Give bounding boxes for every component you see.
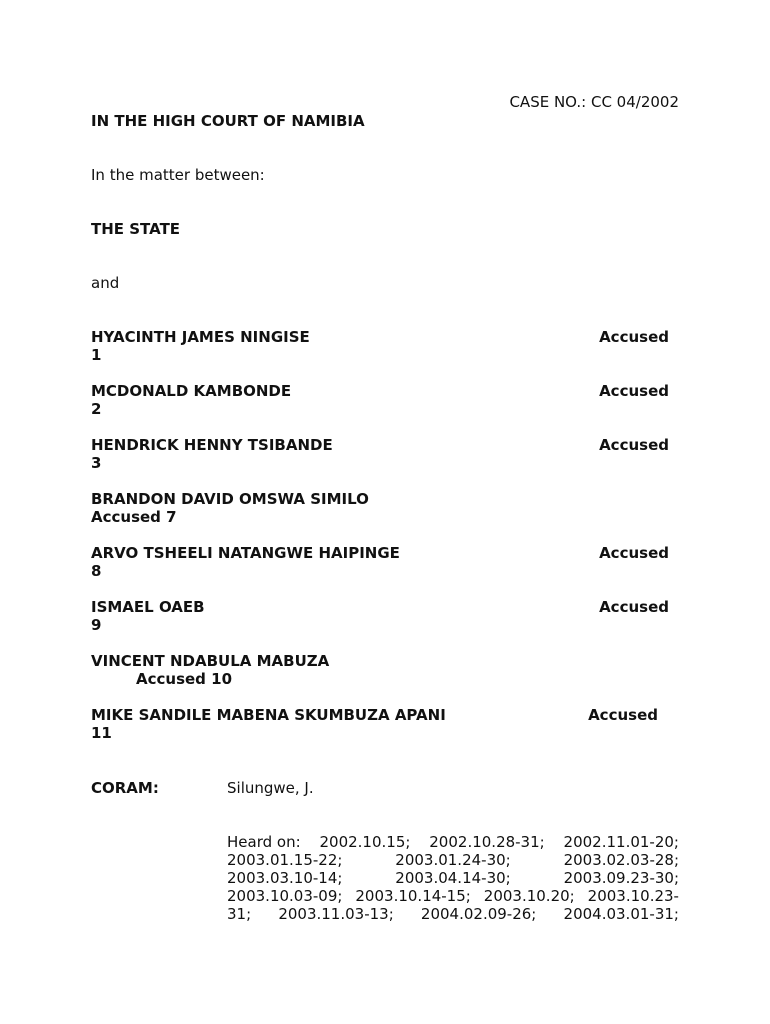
accused-number: 2: [91, 400, 102, 418]
accused-label: Accused: [599, 598, 669, 616]
accused-label: Accused: [588, 706, 658, 724]
accused-number: 1: [91, 346, 102, 364]
heard-item: 2004.02.09-26;: [420, 905, 537, 923]
heard-item: 2004.03.01-31;: [563, 905, 679, 923]
accused-name: HENDRICK HENNY TSIBANDE: [91, 436, 333, 454]
coram-judge: Silungwe, J.: [227, 779, 314, 797]
accused-entry-9: [91, 598, 669, 634]
accused-name: MIKE SANDILE MABENA SKUMBUZA APANI: [91, 706, 446, 724]
accused-number: Accused 7: [91, 508, 177, 526]
heard-item: 2003.03.10-14;: [227, 869, 343, 887]
accused-name: HYACINTH JAMES NINGISE: [91, 328, 310, 346]
accused-entry-3: [91, 436, 669, 472]
court-title: IN THE HIGH COURT OF NAMIBIA: [91, 112, 365, 130]
heard-line-5: [227, 905, 679, 923]
heard-line-3: [227, 869, 679, 887]
heard-item: 2002.11.01-20;: [563, 833, 679, 851]
accused-entry-2: [91, 382, 669, 418]
heard-item: 2003.02.03-28;: [563, 851, 679, 869]
heard-line-2: [227, 851, 679, 869]
heard-item: 2003.01.24-30;: [395, 851, 511, 869]
accused-name: ISMAEL OAEB: [91, 598, 205, 616]
heard-item: 31;: [227, 905, 252, 923]
heard-item: 2003.04.14-30;: [395, 869, 511, 887]
coram-label: CORAM:: [91, 779, 159, 797]
heard-dates: [227, 833, 679, 923]
accused-label: Accused: [599, 328, 669, 346]
matter-intro: In the matter between:: [91, 166, 265, 184]
heard-item: Heard on:: [227, 833, 301, 851]
accused-name: VINCENT NDABULA MABUZA: [91, 652, 330, 670]
heard-item: 2003.09.23-30;: [563, 869, 679, 887]
accused-entry-11: [91, 706, 658, 742]
accused-number: 3: [91, 454, 102, 472]
heard-line-1: [227, 833, 679, 851]
heard-item: 2003.10.14-15;: [355, 887, 471, 905]
accused-label: Accused: [599, 436, 669, 454]
heard-item: 2003.10.03-09;: [227, 887, 343, 905]
accused-name: MCDONALD KAMBONDE: [91, 382, 292, 400]
accused-number: Accused 10: [136, 670, 233, 688]
plaintiff-name: THE STATE: [91, 220, 181, 238]
accused-label: Accused: [599, 382, 669, 400]
case-number: CASE NO.: CC 04/2002: [509, 93, 679, 111]
accused-entry-1: [91, 328, 669, 364]
accused-entry-10: [91, 652, 669, 688]
heard-item: 2002.10.15;: [319, 833, 411, 851]
accused-name: BRANDON DAVID OMSWA SIMILO: [91, 490, 369, 508]
accused-name: ARVO TSHEELI NATANGWE HAIPINGE: [91, 544, 400, 562]
heard-line-4: [227, 887, 679, 905]
accused-number: 11: [91, 724, 112, 742]
accused-number: 9: [91, 616, 102, 634]
heard-item: 2002.10.28-31;: [429, 833, 545, 851]
accused-label: Accused: [599, 544, 669, 562]
accused-entry-8: [91, 544, 669, 580]
accused-number: 8: [91, 562, 102, 580]
heard-item: 2003.10.23-: [587, 887, 679, 905]
accused-entry-7: [91, 490, 669, 526]
heard-item: 2003.10.20;: [483, 887, 575, 905]
heard-item: 2003.11.03-13;: [278, 905, 394, 923]
heard-item: 2003.01.15-22;: [227, 851, 343, 869]
conjunction: and: [91, 274, 120, 292]
